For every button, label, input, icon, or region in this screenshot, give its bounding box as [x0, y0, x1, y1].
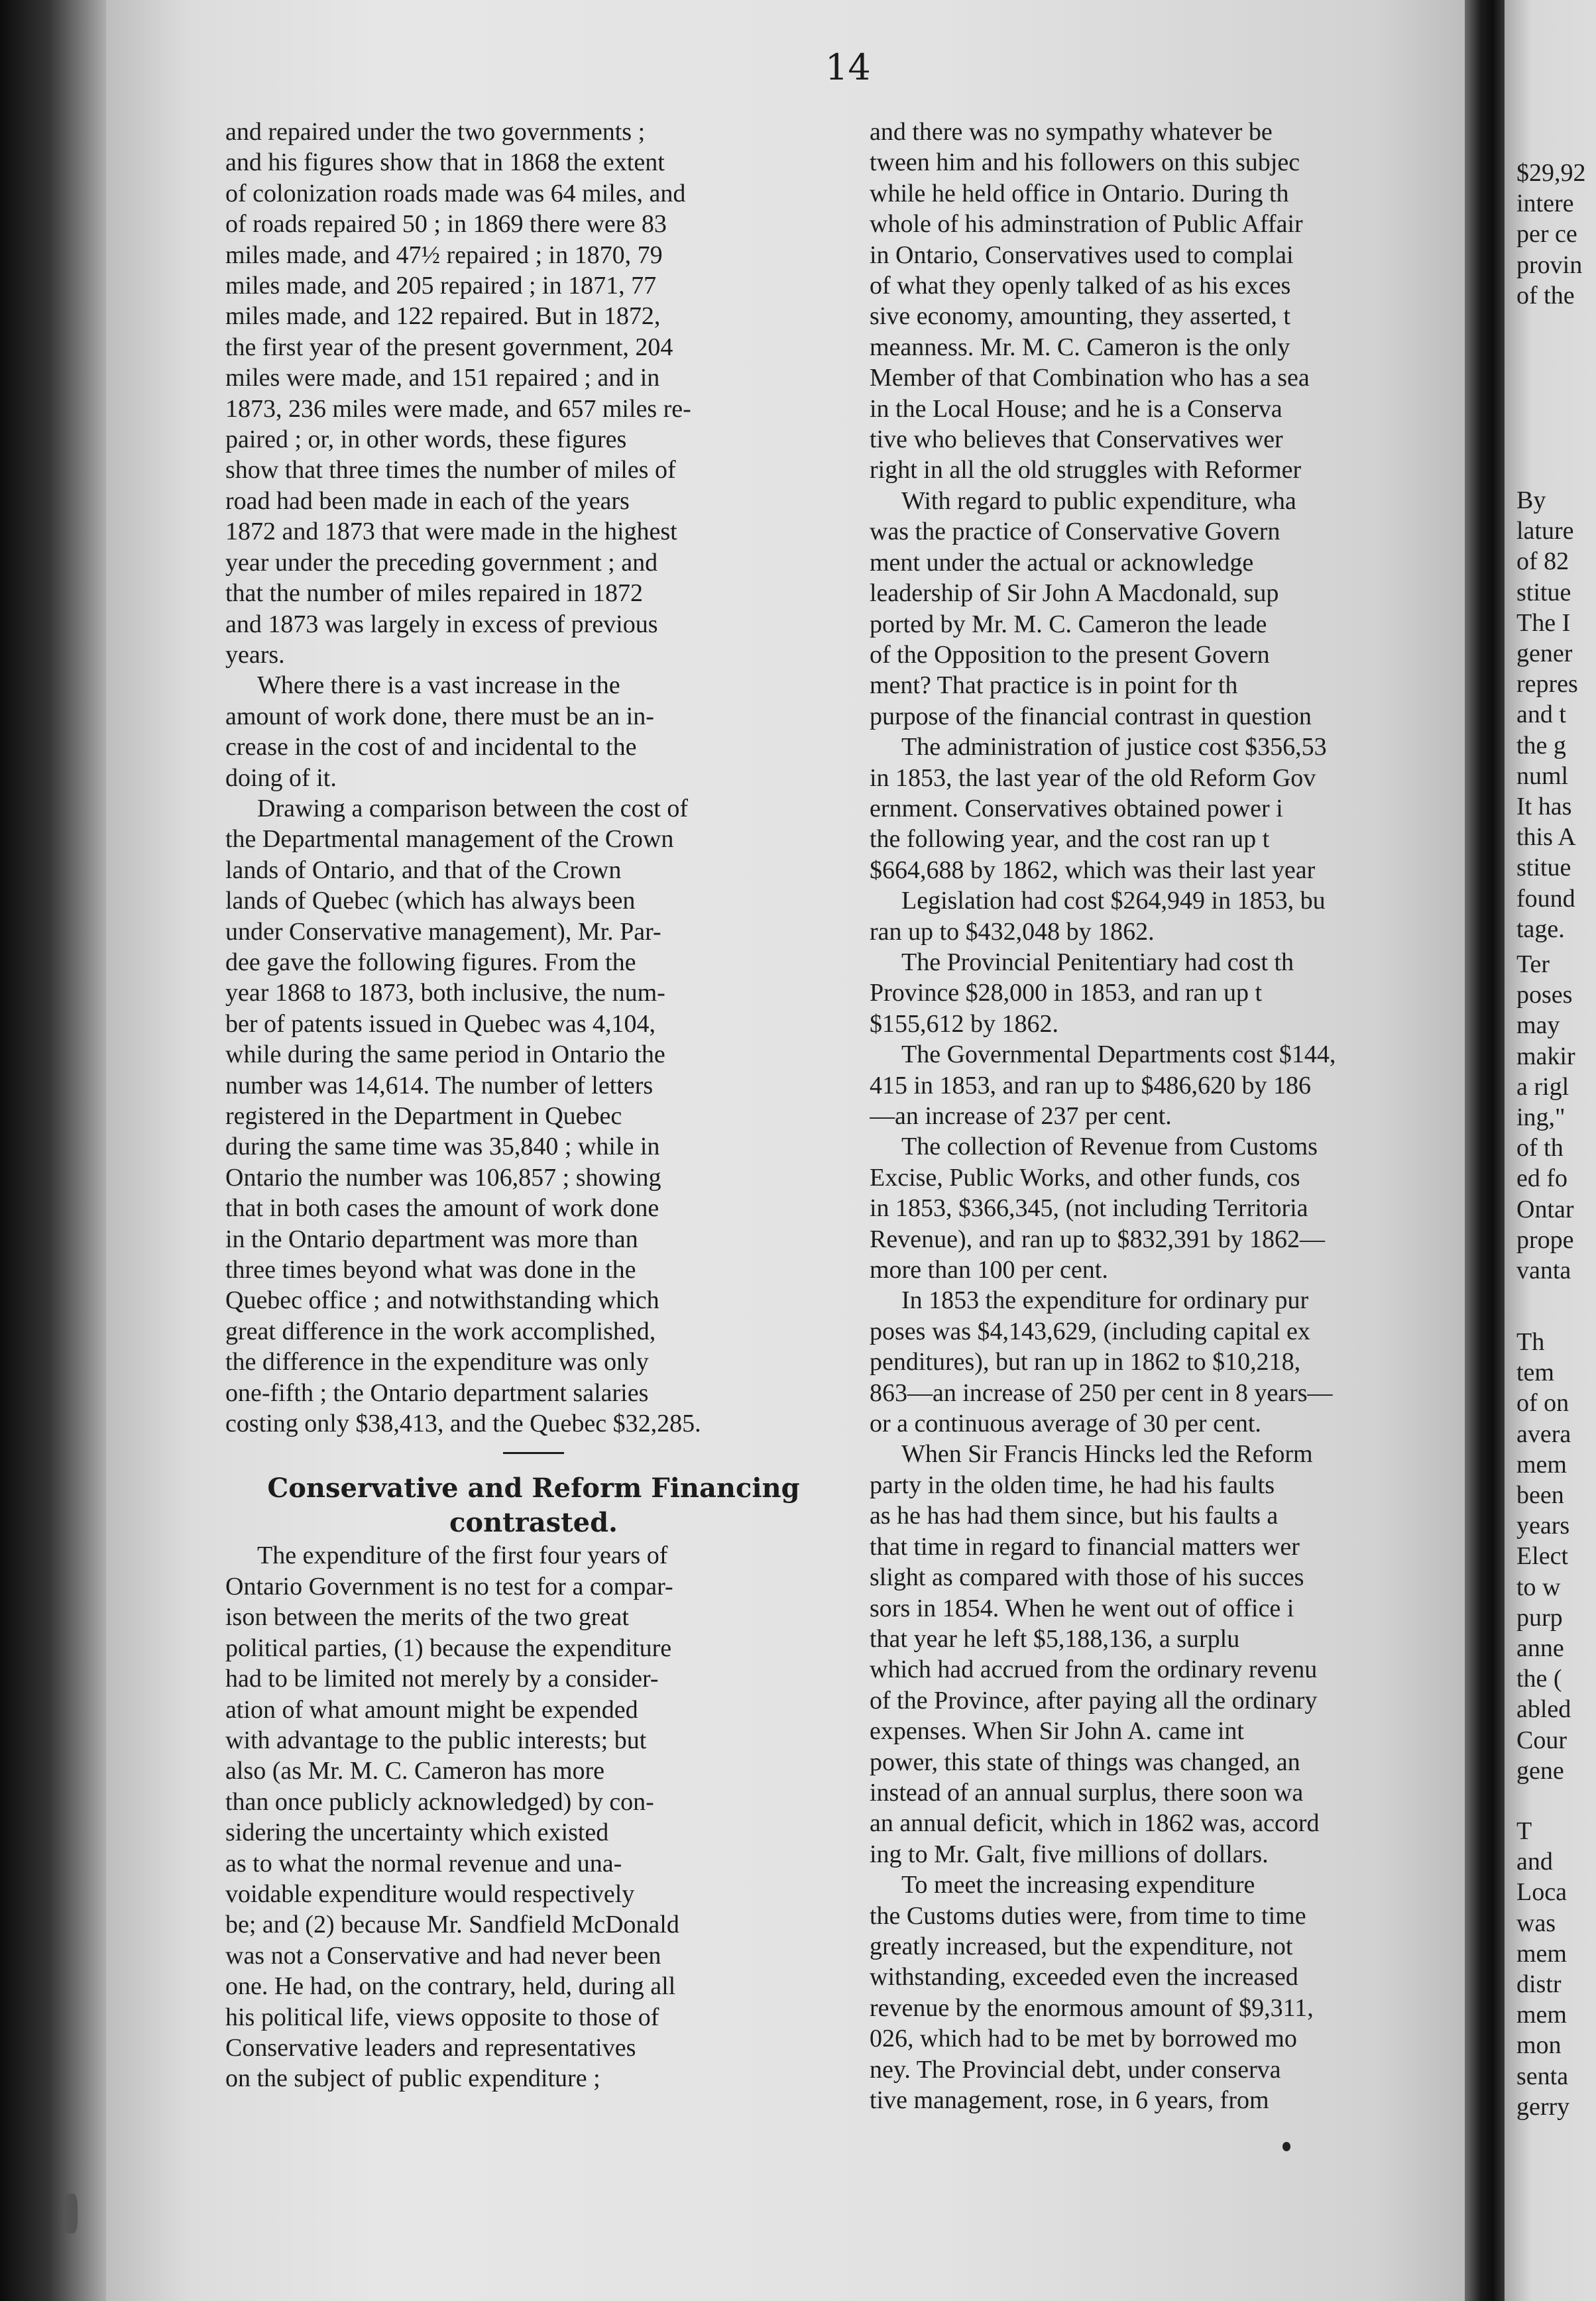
text-line: —an increase of 237 per cent.	[870, 1102, 1172, 1130]
text-fragment: provin	[1516, 251, 1583, 279]
paragraph-public-expenditure	[870, 486, 1469, 732]
text-line: With regard to public expenditure, wha	[901, 486, 1296, 515]
text-line: instead of an annual surplus, there soon wa	[870, 1778, 1304, 1807]
text-line: show that three times the number of miles of	[225, 456, 676, 484]
text-line: paired ; or, in other words, these figures	[225, 425, 627, 454]
text-line: amount of work done, there must be an in-	[225, 702, 654, 730]
text-line: leadership of Sir John A Macdonald, sup	[870, 579, 1279, 608]
text-fragment: abled	[1516, 1695, 1571, 1724]
heading-line: contrasted.	[449, 1507, 618, 1539]
text-fragment: Th	[1516, 1328, 1545, 1356]
text-fragment: a rigl	[1516, 1072, 1569, 1101]
text-fragment: of on	[1516, 1389, 1569, 1418]
text-fragment: years	[1516, 1512, 1570, 1540]
text-line: costing only $38,413, and the Quebec $32,285.	[225, 1410, 701, 1438]
paragraph-increase	[225, 670, 842, 793]
text-fragment: gener	[1516, 640, 1573, 668]
next-page-block-3	[1516, 949, 1596, 1286]
text-line: lands of Quebec (which has always been	[225, 887, 636, 915]
text-line: that time in regard to financial matters wer	[870, 1532, 1300, 1561]
text-line: ison between the merits of the two great	[225, 1603, 629, 1632]
text-line: right in all the old struggles with Reformer	[870, 456, 1302, 484]
paragraph-expenditure	[225, 1540, 842, 2094]
text-fragment: senta	[1516, 2062, 1569, 2090]
text-line: Conservative leaders and representatives	[225, 2033, 636, 2062]
paragraph-crown-lands	[225, 793, 842, 1439]
text-line: ber of patents issued in Quebec was 4,104,	[225, 1009, 656, 1038]
text-line: one. He had, on the contrary, held, during all	[225, 1972, 676, 2001]
text-line: slight as compared with those of his succes	[870, 1563, 1304, 1592]
text-fragment: Ontar	[1516, 1195, 1574, 1223]
text-fragment: stitue	[1516, 854, 1571, 882]
text-fragment: Ter	[1516, 950, 1550, 978]
text-line: sidering the uncertainty which existed	[225, 1819, 609, 1847]
text-line: The expenditure of the first four years of	[257, 1542, 668, 1570]
text-line: ran up to $432,048 by 1862.	[870, 917, 1155, 946]
text-line: one-fifth ; the Ontario department salaries	[225, 1378, 649, 1407]
text-line: as he has had them since, but his faults a	[870, 1502, 1279, 1530]
text-line: miles made, and 205 repaired ; in 1871, 77	[225, 272, 657, 300]
text-line: and there was no sympathy whatever be	[870, 118, 1273, 146]
text-line: the difference in the expenditure was only	[225, 1348, 649, 1376]
text-fragment: gene	[1516, 1756, 1564, 1785]
text-line: in 1853, $366,345, (not including Territoria	[870, 1194, 1308, 1223]
text-line: of roads repaired 50 ; in 1869 there were 83	[225, 210, 667, 239]
text-line: and repaired under the two governments ;	[225, 118, 646, 146]
text-line: sors in 1854. When he went out of office i	[870, 1594, 1294, 1622]
text-line: lands of Ontario, and that of the Crown	[225, 856, 622, 884]
text-line: the first year of the present government, 204	[225, 333, 673, 361]
text-line: The Provincial Penitentiary had cost th	[901, 948, 1294, 976]
text-line: purpose of the financial contrast in question	[870, 702, 1312, 730]
text-fragment: mon	[1516, 2031, 1562, 2060]
book-spine-edge	[0, 0, 119, 2301]
text-line: greatly increased, but the expenditure, not	[870, 1932, 1293, 1960]
text-line: Member of that Combination who has a sea	[870, 364, 1310, 392]
text-fragment: this A	[1516, 823, 1576, 852]
text-fragment: found	[1516, 884, 1575, 913]
text-fragment: Cour	[1516, 1726, 1567, 1754]
text-fragment: of 82	[1516, 547, 1569, 576]
text-fragment: The I	[1516, 608, 1571, 637]
text-fragment: been	[1516, 1481, 1564, 1510]
text-line: sive economy, amounting, they asserted, t	[870, 302, 1290, 331]
text-line: When Sir Francis Hincks led the Reform	[901, 1440, 1313, 1469]
text-line: than once publicly acknowledged) by con-	[225, 1787, 654, 1816]
text-line: and his figures show that in 1868 the extent	[225, 148, 665, 177]
text-line: 1872 and 1873 that were made in the highest	[225, 518, 677, 546]
text-fragment: distr	[1516, 1970, 1562, 1999]
text-fragment: gerry	[1516, 2092, 1570, 2121]
text-line: doing of it.	[225, 763, 337, 792]
text-fragment: makir	[1516, 1042, 1575, 1070]
text-line: Drawing a comparison between the cost of	[257, 794, 689, 822]
text-line: in 1853, the last year of the old Reform Gov	[870, 763, 1316, 792]
right-column	[870, 117, 1469, 2115]
text-line: Revenue), and ran up to $832,391 by 1862—	[870, 1225, 1326, 1253]
paragraph-revenue-collection	[870, 1131, 1469, 1285]
text-fragment: anne	[1516, 1634, 1564, 1663]
paragraph-roads	[225, 117, 842, 670]
text-line: political parties, (1) because the expenditure	[225, 1634, 672, 1662]
text-line: of the Province, after paying all the ordinary	[870, 1686, 1318, 1714]
text-line: In 1853 the expenditure for ordinary pur	[901, 1286, 1309, 1315]
text-fragment: T	[1516, 1817, 1532, 1845]
text-line: was not a Conservative and had never been	[225, 1941, 661, 1970]
text-line: of colonization roads made was 64 miles, and	[225, 179, 686, 207]
text-fragment: It has	[1516, 793, 1572, 821]
text-line: had to be limited not merely by a consider-	[225, 1665, 659, 1693]
text-line: penditures), but ran up in 1862 to $10,218,	[870, 1348, 1301, 1376]
text-line: 1873, 236 miles were made, and 657 miles re-	[225, 394, 691, 423]
text-line: ing to Mr. Galt, five millions of dollars.	[870, 1840, 1269, 1868]
text-line: dee gave the following figures. From the	[225, 948, 636, 976]
text-fragment: and t	[1516, 701, 1566, 729]
paragraph-hincks	[870, 1439, 1469, 1870]
text-line: the Customs duties were, from time to time	[870, 1901, 1306, 1930]
text-fragment: poses	[1516, 981, 1573, 1009]
paragraph-ordinary-purposes	[870, 1285, 1469, 1439]
text-line: of what they openly talked of as his exces	[870, 272, 1291, 300]
text-line: The collection of Revenue from Customs	[901, 1133, 1318, 1161]
text-line: To meet the increasing expenditure	[901, 1871, 1255, 1899]
heading-line: Conservative and Reform Financing	[267, 1473, 800, 1504]
text-line: year 1868 to 1873, both inclusive, the num-	[225, 979, 665, 1007]
text-fragment: ed fo	[1516, 1164, 1568, 1193]
text-line: number was 14,614. The number of letters	[225, 1071, 654, 1099]
paragraph-justice	[870, 732, 1469, 885]
text-fragment: Loca	[1516, 1878, 1567, 1907]
text-line: ation of what amount might be expended	[225, 1695, 638, 1724]
text-line: which had accrued from the ordinary revenu	[870, 1656, 1318, 1684]
text-line: whole of his adminstration of Public Affair	[870, 210, 1303, 239]
next-page-block-2	[1516, 485, 1596, 944]
text-line: withstanding, exceeded even the increased	[870, 1963, 1298, 1992]
text-line: be; and (2) because Mr. Sandfield McDonald	[225, 1911, 679, 1939]
text-line: with advantage to the public interests; but	[225, 1726, 647, 1754]
text-fragment: $29,92	[1516, 159, 1586, 187]
text-fragment: was	[1516, 1909, 1556, 1937]
text-line: under Conservative management), Mr. Par-	[225, 917, 661, 946]
next-page-block-5	[1516, 1816, 1596, 2122]
text-fragment: tem	[1516, 1359, 1554, 1387]
text-line: road had been made in each of the years	[225, 486, 630, 515]
text-line: the following year, and the cost ran up t	[870, 825, 1270, 854]
text-line: that in both cases the amount of work done	[225, 1194, 659, 1223]
text-fragment: the g	[1516, 731, 1566, 759]
ink-speck	[1282, 2142, 1290, 2151]
text-line: The administration of justice cost $356,53	[901, 733, 1327, 761]
text-line: year under the preceding government ; and	[225, 548, 658, 577]
text-line: ment? That practice is in point for th	[870, 671, 1238, 700]
text-line: also (as Mr. M. C. Cameron has more	[225, 1757, 605, 1785]
text-line: Province $28,000 in 1853, and ran up t	[870, 979, 1263, 1007]
text-line: miles made, and 47½ repaired ; in 1870, 79	[225, 241, 663, 269]
text-line: great difference in the work accomplished,	[225, 1317, 656, 1345]
text-line: that year he left $5,188,136, a surplu	[870, 1624, 1240, 1653]
text-fragment: Elect	[1516, 1542, 1569, 1571]
text-line: an annual deficit, which in 1862 was, accord	[870, 1809, 1320, 1838]
text-fragment: prope	[1516, 1225, 1574, 1254]
text-fragment: avera	[1516, 1420, 1571, 1448]
text-line: Ontario the number was 106,857 ; showing	[225, 1163, 661, 1192]
text-line: more than 100 per cent.	[870, 1256, 1108, 1284]
text-line: tive who believes that Conservatives wer	[870, 425, 1283, 454]
text-fragment: to w	[1516, 1573, 1561, 1601]
paragraph-legislation	[870, 885, 1469, 947]
text-line: while during the same period in Ontario the	[225, 1040, 665, 1069]
next-page-block-1	[1516, 158, 1596, 311]
text-line: Legislation had cost $264,949 in 1853, bu	[901, 887, 1326, 915]
text-fragment: mem	[1516, 1450, 1567, 1479]
text-fragment: ing,"	[1516, 1103, 1566, 1132]
text-line: in Ontario, Conservatives used to complai	[870, 241, 1294, 269]
text-line: expenses. When Sir John A. came int	[870, 1717, 1244, 1746]
text-line: Where there is a vast increase in the	[257, 671, 620, 700]
text-fragment: mem	[1516, 1939, 1567, 1968]
text-fragment: purp	[1516, 1603, 1563, 1632]
page-number: 14	[825, 46, 871, 88]
text-line: 026, which had to be met by borrowed mo	[870, 2025, 1297, 2053]
text-line: ney. The Provincial debt, under conserva	[870, 2055, 1281, 2084]
text-line: in the Ontario department was more than	[225, 1225, 638, 1253]
next-page-block-4	[1516, 1327, 1596, 1786]
text-line: Ontario Government is no test for a compar-	[225, 1572, 673, 1600]
text-line: was the practice of Conservative Govern	[870, 518, 1281, 546]
text-fragment: of th	[1516, 1134, 1564, 1162]
text-fragment: intere	[1516, 190, 1574, 218]
text-line: ernment. Conservatives obtained power i	[870, 794, 1283, 822]
text-line: revenue by the enormous amount of $9,311,	[870, 1993, 1314, 2022]
text-fragment: the (	[1516, 1665, 1562, 1693]
paragraph-penitentiary	[870, 947, 1469, 1039]
text-line: the Departmental management of the Crown	[225, 825, 674, 854]
left-column	[225, 117, 842, 2094]
text-line: of the Opposition to the present Govern	[870, 640, 1270, 669]
text-line: ment under the actual or acknowledge	[870, 548, 1254, 577]
text-line: poses was $4,143,629, (including capital ex	[870, 1317, 1310, 1345]
text-fragment: vanta	[1516, 1257, 1571, 1285]
text-fragment: repres	[1516, 670, 1578, 699]
text-line: 415 in 1853, and ran up to $486,620 by 186	[870, 1071, 1312, 1099]
text-line: 863—an increase of 250 per cent in 8 years—	[870, 1378, 1333, 1407]
paragraph-customs-duties	[870, 1870, 1469, 2115]
text-line: party in the olden time, he had his faults	[870, 1471, 1275, 1499]
text-line: and 1873 was largely in excess of previous	[225, 610, 658, 638]
text-fragment: of the	[1516, 281, 1575, 309]
paragraph-departments	[870, 1039, 1469, 1131]
text-line: during the same time was 35,840 ; while in	[225, 1133, 660, 1161]
section-heading	[225, 1471, 842, 1540]
text-line: Quebec office ; and notwithstanding which	[225, 1286, 659, 1315]
text-line: voidable expenditure would respectively	[225, 1880, 635, 1908]
text-line: on the subject of public expenditure ;	[225, 2064, 600, 2093]
section-divider-rule	[503, 1452, 564, 1454]
text-line: that the number of miles repaired in 1872	[225, 579, 643, 608]
text-line: power, this state of things was changed, an	[870, 1748, 1300, 1776]
text-fragment: tage.	[1516, 915, 1565, 943]
text-line: $664,688 by 1862, which was their last year	[870, 856, 1316, 884]
text-line: crease in the cost of and incidental to the	[225, 733, 637, 761]
text-line: as to what the normal revenue and una-	[225, 1849, 622, 1878]
text-line: meanness. Mr. M. C. Cameron is the only	[870, 333, 1290, 361]
text-fragment: stitue	[1516, 578, 1571, 606]
text-line: miles made, and 122 repaired. But in 1872,	[225, 302, 661, 331]
text-line: in the Local House; and he is a Conserva	[870, 394, 1282, 423]
text-fragment: By	[1516, 486, 1546, 514]
text-line: three times beyond what was done in the	[225, 1256, 636, 1284]
text-fragment: lature	[1516, 517, 1574, 545]
text-fragment: may	[1516, 1011, 1560, 1040]
text-fragment: and	[1516, 1848, 1553, 1876]
text-fragment: numl	[1516, 761, 1569, 790]
text-fragment: per ce	[1516, 220, 1577, 249]
text-line: tive management, rose, in 6 years, from	[870, 2086, 1269, 2114]
text-line: years.	[225, 640, 285, 669]
text-line: while he held office in Ontario. During th	[870, 179, 1289, 207]
text-line: or a continuous average of 30 per cent.	[870, 1410, 1261, 1438]
text-line: miles were made, and 151 repaired ; and in	[225, 364, 660, 392]
text-line: registered in the Department in Quebec	[225, 1102, 622, 1130]
text-line: tween him and his followers on this subjec	[870, 148, 1300, 177]
text-line: his political life, views opposite to those of	[225, 2003, 659, 2031]
text-line: Excise, Public Works, and other funds, cos	[870, 1163, 1300, 1192]
text-fragment: mem	[1516, 2001, 1567, 2029]
paragraph-sympathy	[870, 117, 1469, 486]
text-line: ported by Mr. M. C. Cameron the leade	[870, 610, 1267, 638]
binding-shadow-mark	[63, 2194, 78, 2233]
text-line: $155,612 by 1862.	[870, 1009, 1058, 1038]
text-line: The Governmental Departments cost $144,	[901, 1040, 1336, 1069]
